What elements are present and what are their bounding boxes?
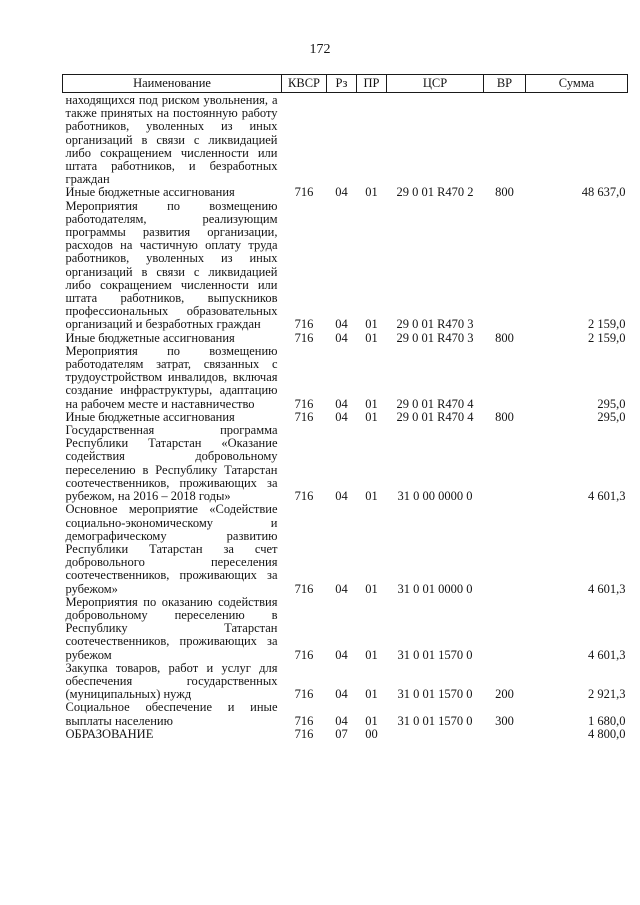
row-name: Социальное обеспечение и иные выплаты населению xyxy=(65,700,278,728)
row-vr xyxy=(484,345,526,411)
table-row xyxy=(63,728,628,741)
row-rz: 04 xyxy=(335,330,348,345)
row-pr: 01 xyxy=(365,687,378,702)
row-sum: 48 637,0 xyxy=(581,185,626,200)
row-pr: 01 xyxy=(365,409,378,424)
row-kvsr: 716 xyxy=(294,185,314,200)
row-rz: 04 xyxy=(335,647,348,662)
row-rz: 04 xyxy=(335,396,348,411)
row-sum: 2 159,0 xyxy=(588,330,626,345)
row-kvsr: 716 xyxy=(294,687,314,702)
row-csr: 31 0 01 1570 0 xyxy=(397,687,473,702)
row-rz: 04 xyxy=(335,409,348,424)
row-csr: 31 0 01 1570 0 xyxy=(397,713,473,728)
table-header xyxy=(63,75,628,93)
row-pr: 01 xyxy=(365,647,378,662)
row-rz: 04 xyxy=(335,687,348,702)
row-kvsr: 716 xyxy=(294,489,314,504)
header-csr: ЦСР xyxy=(387,75,484,93)
row-pr: 00 xyxy=(365,726,378,741)
row-sum: 2 921,3 xyxy=(588,687,626,702)
header-vr: ВР xyxy=(484,75,526,93)
table-row xyxy=(63,701,628,727)
row-pr: 01 xyxy=(365,185,378,200)
header-name: Наименование xyxy=(63,75,282,93)
row-name: находящихся под риском увольнения, а также принятых на постоянную работу работников, уволенных из иных организаций в связи с ликвидацией либо сокращением численности или штата работников, и безработных граждан xyxy=(65,93,278,187)
row-csr xyxy=(387,93,484,187)
row-name: Мероприятия по возмещению работодателям, реализующим программы развития организации, расходов на частичную оплату труда работников, уволенных из иных организаций в связи с ликвидацией либо сокращением численности или штата работников, выпускников профессиональных образовательных организаций и безработных граждан xyxy=(65,198,278,332)
row-vr: 800 xyxy=(495,330,514,345)
row-rz: 04 xyxy=(335,713,348,728)
header-rz: Рз xyxy=(327,75,357,93)
row-sum xyxy=(526,93,628,187)
row-rz: 07 xyxy=(335,726,348,741)
row-pr: 01 xyxy=(365,317,378,332)
row-vr xyxy=(484,596,526,662)
row-kvsr: 716 xyxy=(294,726,314,741)
table-row xyxy=(63,596,628,662)
row-rz xyxy=(327,93,357,187)
row-kvsr: 716 xyxy=(294,409,314,424)
row-name: Иные бюджетные ассигнования xyxy=(65,330,235,345)
row-sum: 2 159,0 xyxy=(588,317,626,332)
row-csr: 29 0 01 R470 4 xyxy=(396,396,474,411)
row-csr xyxy=(387,728,484,741)
header-sum: Сумма xyxy=(526,75,628,93)
row-csr: 31 0 00 0000 0 xyxy=(397,489,473,504)
row-rz: 04 xyxy=(335,317,348,332)
row-name: Основное мероприятие «Содействие социально-экономическому и демографическому развитию Республики Татарстан за счет добровольного переселения соотечественников, проживающих за рубежом» xyxy=(65,502,278,596)
row-kvsr: 716 xyxy=(294,581,314,596)
row-kvsr: 716 xyxy=(294,330,314,345)
table-row xyxy=(63,662,628,702)
table-row xyxy=(63,93,628,187)
row-pr xyxy=(357,93,387,187)
row-csr: 29 0 01 R470 2 xyxy=(396,185,474,200)
table-row xyxy=(63,424,628,503)
row-csr: 31 0 01 1570 0 xyxy=(397,647,473,662)
header-kvsr: КВСР xyxy=(282,75,327,93)
table-row xyxy=(63,332,628,345)
table-row xyxy=(63,186,628,199)
row-pr: 01 xyxy=(365,396,378,411)
row-kvsr xyxy=(282,93,327,187)
row-pr: 01 xyxy=(365,489,378,504)
row-csr: 29 0 01 R470 3 xyxy=(396,330,474,345)
row-pr: 01 xyxy=(365,330,378,345)
row-vr xyxy=(484,200,526,332)
row-name: Иные бюджетные ассигнования xyxy=(65,185,235,200)
row-pr: 01 xyxy=(365,713,378,728)
row-sum: 4 800,0 xyxy=(588,726,626,741)
row-vr: 200 xyxy=(495,687,514,702)
row-kvsr: 716 xyxy=(294,396,314,411)
row-csr: 29 0 01 R470 3 xyxy=(396,317,474,332)
row-kvsr: 716 xyxy=(294,713,314,728)
table-row xyxy=(63,345,628,411)
row-pr: 01 xyxy=(365,581,378,596)
header-pr: ПР xyxy=(357,75,387,93)
row-vr xyxy=(484,503,526,595)
row-sum: 1 680,0 xyxy=(588,713,626,728)
row-sum: 4 601,3 xyxy=(588,581,626,596)
row-vr xyxy=(484,93,526,187)
row-kvsr: 716 xyxy=(294,647,314,662)
row-sum: 295,0 xyxy=(597,396,626,411)
row-vr: 300 xyxy=(495,713,514,728)
budget-table xyxy=(62,74,628,741)
row-name: Закупка товаров, работ и услуг для обеспечения государственных (муниципальных) нужд xyxy=(65,660,278,702)
table-row xyxy=(63,503,628,595)
row-name: Государственная программа Республики Татарстан «Оказание содействия добровольному переселению в Республику Татарстан соотечественников, проживающих за рубежом, на 2016 – 2018 годы» xyxy=(65,423,278,504)
row-rz: 04 xyxy=(335,489,348,504)
row-vr: 800 xyxy=(495,409,514,424)
page-number: 172 xyxy=(309,42,331,57)
row-sum: 4 601,3 xyxy=(588,489,626,504)
table-row xyxy=(63,200,628,332)
row-rz: 04 xyxy=(335,581,348,596)
row-name: Мероприятия по оказанию содействия добровольному переселению в Республику Татарстан соотечественников, проживающих за рубежом xyxy=(65,594,278,662)
row-csr: 29 0 01 R470 4 xyxy=(396,409,474,424)
table-body xyxy=(63,93,628,741)
row-kvsr: 716 xyxy=(294,317,314,332)
row-name: Иные бюджетные ассигнования xyxy=(65,409,235,424)
row-vr: 800 xyxy=(495,185,514,200)
row-sum: 295,0 xyxy=(597,409,626,424)
row-vr xyxy=(484,424,526,503)
row-name: ОБРАЗОВАНИЕ xyxy=(65,726,154,741)
row-sum: 4 601,3 xyxy=(588,647,626,662)
row-rz: 04 xyxy=(335,185,348,200)
row-vr xyxy=(484,728,526,741)
row-name: Мероприятия по возмещению работодателям затрат, связанных с трудоустройством инвалидов, включая создание инфраструктуры, адаптацию на рабочем месте и наставничество xyxy=(65,343,278,411)
header-row xyxy=(63,75,628,93)
row-csr: 31 0 01 0000 0 xyxy=(397,581,473,596)
